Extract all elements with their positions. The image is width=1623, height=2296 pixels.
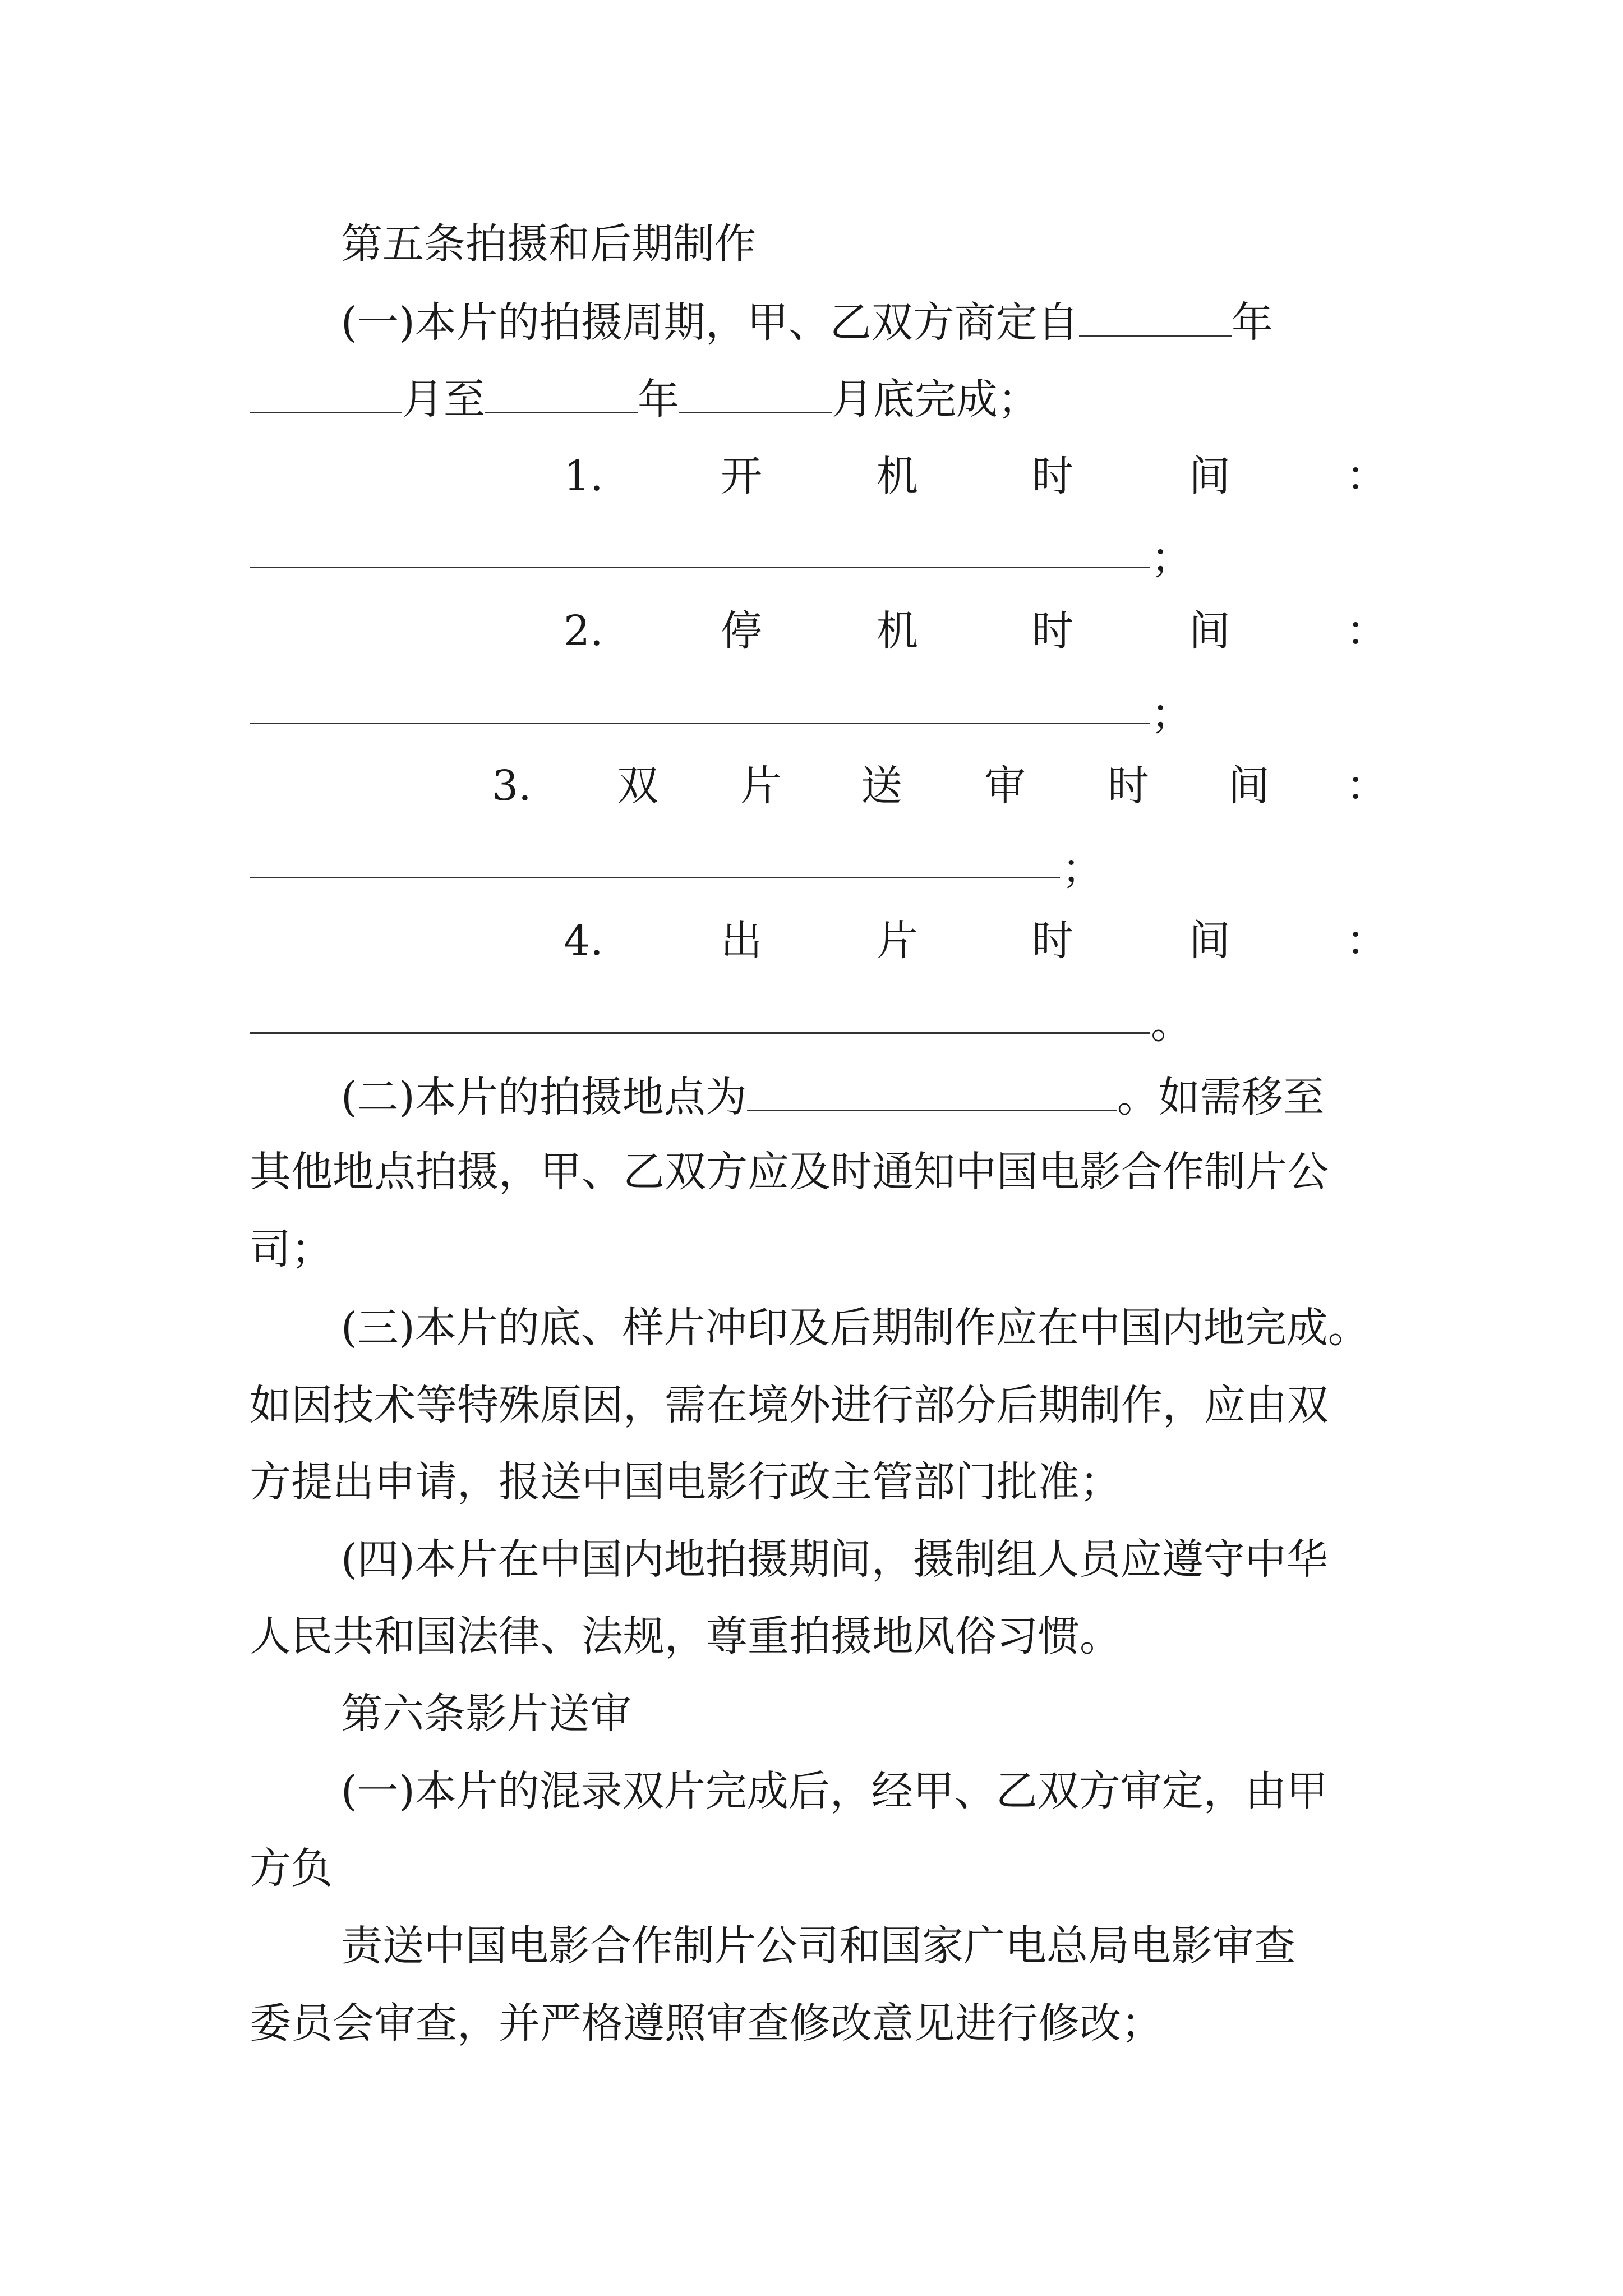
schedule-2-number: 2. bbox=[564, 607, 603, 655]
schedule-3-char: 间 bbox=[1228, 762, 1270, 810]
item2-line1-end: 。如需移至 bbox=[1117, 1073, 1325, 1121]
schedule-row-4 bbox=[250, 917, 1391, 970]
schedule-4-number: 4. bbox=[564, 917, 603, 965]
article5-item2-line3: 司； bbox=[250, 1225, 333, 1273]
item1-month-to: 月至 bbox=[402, 375, 485, 424]
article5-item1-line1 bbox=[341, 298, 1273, 347]
schedule-3-char: 片 bbox=[740, 762, 782, 810]
schedule-1-number: 1. bbox=[564, 452, 603, 500]
item1-line2-end: 月底完成； bbox=[832, 375, 1039, 424]
article6-heading: 第六条影片送审 bbox=[341, 1690, 631, 1738]
item2-line1-start: (二)本片的拍摄地点为 bbox=[341, 1073, 747, 1121]
schedule-4-char: 片 bbox=[877, 917, 918, 965]
schedule-2-colon: ： bbox=[1346, 607, 1387, 655]
article5-item3-line2: 如因技术等特殊原因，需在境外进行部分后期制作，应由双 bbox=[250, 1381, 1329, 1429]
schedule-3-char: 时 bbox=[1108, 762, 1149, 810]
schedule-2-char: 时 bbox=[1032, 607, 1073, 655]
schedule-2-char: 间 bbox=[1189, 607, 1230, 655]
schedule-1-char: 间 bbox=[1189, 452, 1230, 500]
schedule-row-3 bbox=[250, 762, 1391, 816]
article6-item1-line2: 方负 bbox=[250, 1844, 333, 1893]
schedule-row-2 bbox=[250, 607, 1391, 661]
schedule-4-end: 。 bbox=[1151, 1000, 1192, 1048]
article5-item4-line2: 人民共和国法律、法规，尊重拍摄地风俗习惯。 bbox=[250, 1612, 1121, 1660]
schedule-4-colon: ： bbox=[1346, 917, 1387, 965]
end-month-blank[interactable] bbox=[679, 377, 832, 413]
schedule-4-char: 时 bbox=[1032, 917, 1073, 965]
article6-item1-line1: (一)本片的混录双片完成后，经甲、乙双方审定，由甲 bbox=[341, 1767, 1328, 1815]
schedule-1-char: 开 bbox=[721, 452, 762, 500]
article5-item3-line1: (三)本片的底、样片冲印及后期制作应在中国内地完成。 bbox=[341, 1304, 1370, 1352]
schedule-2-end: ； bbox=[1151, 690, 1192, 738]
schedule-3-blank[interactable] bbox=[250, 877, 1060, 878]
article5-item1-line2 bbox=[250, 375, 1039, 424]
schedule-1-char: 时 bbox=[1032, 452, 1073, 500]
schedule-4-blank[interactable] bbox=[250, 1032, 1150, 1034]
schedule-1-colon: ： bbox=[1346, 452, 1387, 500]
schedule-4-char: 出 bbox=[721, 917, 762, 965]
item1-line1-text: (一)本片的拍摄周期，甲、乙双方商定自 bbox=[341, 298, 1079, 347]
schedule-3-number: 3. bbox=[492, 762, 532, 810]
schedule-2-blank[interactable] bbox=[250, 723, 1150, 724]
end-year-blank[interactable] bbox=[485, 377, 638, 413]
schedule-3-char: 送 bbox=[861, 762, 902, 810]
schedule-1-blank[interactable] bbox=[250, 567, 1150, 568]
schedule-1-end: ； bbox=[1151, 534, 1192, 582]
schedule-3-char: 双 bbox=[617, 762, 658, 810]
start-year-blank[interactable] bbox=[1079, 300, 1232, 337]
article5-item4-line1: (四)本片在中国内地拍摄期间，摄制组人员应遵守中华 bbox=[341, 1535, 1328, 1584]
item1-line1-year: 年 bbox=[1231, 298, 1273, 347]
schedule-1-char: 机 bbox=[877, 452, 918, 500]
location-blank[interactable] bbox=[747, 1075, 1117, 1111]
start-month-blank[interactable] bbox=[250, 377, 402, 413]
schedule-4-char: 间 bbox=[1189, 917, 1230, 965]
schedule-2-char: 停 bbox=[721, 607, 762, 655]
schedule-3-end: ； bbox=[1062, 845, 1103, 893]
article5-item3-line3: 方提出申请，报送中国电影行政主管部门批准； bbox=[250, 1458, 1121, 1506]
schedule-row-1 bbox=[250, 452, 1391, 506]
article5-heading: 第五条拍摄和后期制作 bbox=[341, 220, 756, 268]
article6-item1-line4: 委员会审查，并严格遵照审查修改意见进行修改； bbox=[250, 1999, 1163, 2047]
item1-line2-year: 年 bbox=[638, 375, 679, 424]
schedule-3-char: 审 bbox=[984, 762, 1026, 810]
article5-item2-line2: 其他地点拍摄，甲、乙双方应及时通知中国电影合作制片公 bbox=[250, 1148, 1329, 1196]
article6-item1-line3: 责送中国电影合作制片公司和国家广电总局电影审查 bbox=[341, 1922, 1295, 1970]
article5-item2-line1 bbox=[341, 1073, 1325, 1121]
schedule-2-char: 机 bbox=[877, 607, 918, 655]
schedule-3-colon: ： bbox=[1346, 762, 1387, 810]
